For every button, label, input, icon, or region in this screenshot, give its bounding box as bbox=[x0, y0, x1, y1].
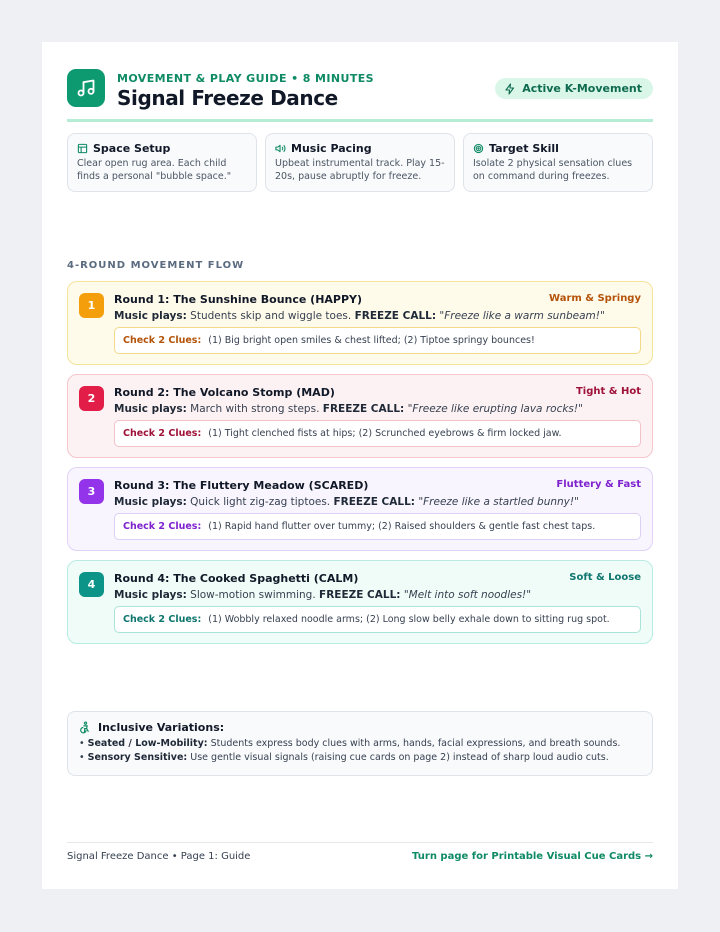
round-instructions bbox=[114, 403, 583, 415]
clue-label: Check 2 Clues: bbox=[123, 428, 202, 439]
round-number-badge: 2 bbox=[79, 386, 104, 411]
music-plays-text: Students skip and wiggle toes. bbox=[190, 310, 352, 322]
info-card-text: Isolate 2 physical sensation clues on command during freezes. bbox=[473, 158, 633, 182]
round-title: Round 4: The Cooked Spaghetti (CALM) bbox=[114, 572, 359, 585]
footer-page-label: Signal Freeze Dance • Page 1: Guide bbox=[67, 851, 251, 862]
music-plays-label: Music plays: bbox=[114, 403, 187, 415]
music-plays-text: Slow-motion swimming. bbox=[190, 589, 316, 601]
music-plays-label: Music plays: bbox=[114, 310, 187, 322]
freeze-call-label: FREEZE CALL: bbox=[354, 310, 437, 322]
info-card-target-skill bbox=[463, 133, 653, 192]
music-plays-text: Quick light zig-zag tiptoes. bbox=[190, 496, 331, 508]
variation-item: • Seated / Low-Mobility: Students express body clues with arms, hands, facial expressions, and breath sounds. bbox=[79, 738, 621, 749]
clue-text: (1) Big bright open smiles & chest lifted; (2) Tiptoe springy bounces! bbox=[208, 335, 535, 346]
round-instructions bbox=[114, 310, 605, 322]
clue-box bbox=[114, 327, 641, 354]
info-card-title: Space Setup bbox=[93, 142, 171, 155]
freeze-call-label: FREEZE CALL: bbox=[333, 496, 415, 508]
round-card bbox=[67, 560, 653, 644]
section-heading: 4-ROUND MOVEMENT FLOW bbox=[67, 260, 245, 271]
info-cards bbox=[67, 133, 653, 192]
freeze-call-text: "Freeze like erupting lava rocks!" bbox=[407, 403, 583, 415]
info-card-music-pacing bbox=[265, 133, 455, 192]
round-title: Round 1: The Sunshine Bounce (HAPPY) bbox=[114, 293, 363, 306]
variation-text: Students express body clues with arms, hands, facial expressions, and breath sounds. bbox=[210, 738, 621, 749]
guide-page bbox=[42, 42, 678, 889]
freeze-call-text: "Freeze like a startled bunny!" bbox=[418, 496, 579, 508]
page-header bbox=[67, 69, 653, 122]
inclusive-variations bbox=[67, 711, 653, 776]
lightning-icon bbox=[504, 83, 516, 95]
round-instructions bbox=[114, 496, 579, 508]
info-card-text: Clear open rug area. Each child finds a personal "bubble space." bbox=[77, 158, 232, 182]
round-card bbox=[67, 281, 653, 365]
round-card bbox=[67, 374, 653, 458]
clue-label: Check 2 Clues: bbox=[123, 521, 202, 532]
layout-icon bbox=[77, 143, 88, 154]
round-number-badge: 1 bbox=[79, 293, 104, 318]
music-plays-text: March with strong steps. bbox=[190, 403, 320, 415]
freeze-call-text: "Freeze like a warm sunbeam!" bbox=[439, 310, 605, 322]
status-badge bbox=[495, 78, 653, 99]
clue-box bbox=[114, 606, 641, 633]
round-tag: Tight & Hot bbox=[575, 386, 641, 397]
variation-label: Sensory Sensitive: bbox=[87, 752, 188, 763]
target-icon bbox=[473, 143, 484, 154]
page-title: Signal Freeze Dance bbox=[117, 86, 338, 110]
variations-title: Inclusive Variations: bbox=[98, 721, 225, 734]
clue-box bbox=[114, 420, 641, 447]
freeze-call-label: FREEZE CALL: bbox=[319, 589, 401, 601]
round-instructions bbox=[114, 589, 531, 601]
clue-text: (1) Tight clenched fists at hips; (2) Scrunched eyebrows & firm locked jaw. bbox=[208, 428, 562, 439]
round-number-badge: 4 bbox=[79, 572, 104, 597]
next-page-link[interactable]: Turn page for Printable Visual Cue Cards → bbox=[412, 851, 653, 862]
round-tag: Soft & Loose bbox=[569, 572, 641, 583]
music-plays-label: Music plays: bbox=[114, 589, 187, 601]
round-title: Round 3: The Fluttery Meadow (SCARED) bbox=[114, 479, 369, 492]
music-plays-label: Music plays: bbox=[114, 496, 187, 508]
clue-text: (1) Rapid hand flutter over tummy; (2) Raised shoulders & gentle fast chest taps. bbox=[208, 521, 596, 532]
round-card bbox=[67, 467, 653, 551]
clue-box bbox=[114, 513, 641, 540]
music-note-icon bbox=[67, 69, 105, 107]
round-title: Round 2: The Volcano Stomp (MAD) bbox=[114, 386, 335, 399]
info-card-title: Music Pacing bbox=[291, 142, 372, 155]
info-card-title: Target Skill bbox=[489, 142, 559, 155]
freeze-call-text: "Melt into soft noodles!" bbox=[403, 589, 532, 601]
speaker-icon bbox=[275, 143, 286, 154]
info-card-space-setup bbox=[67, 133, 257, 192]
clue-text: (1) Wobbly relaxed noodle arms; (2) Long slow belly exhale down to sitting rug spot. bbox=[208, 614, 610, 625]
clue-label: Check 2 Clues: bbox=[123, 335, 202, 346]
info-card-text: Upbeat instrumental track. Play 15-20s, pause abruptly for freeze. bbox=[275, 158, 445, 182]
round-tag: Fluttery & Fast bbox=[556, 479, 641, 490]
variation-label: Seated / Low-Mobility: bbox=[87, 738, 208, 749]
accessibility-icon bbox=[79, 721, 92, 734]
variation-item: • Sensory Sensitive: Use gentle visual signals (raising cue cards on page 2) instead of sharp loud audio cuts. bbox=[79, 752, 609, 763]
variation-text: Use gentle visual signals (raising cue cards on page 2) instead of sharp loud audio cuts. bbox=[190, 752, 609, 763]
clue-label: Check 2 Clues: bbox=[123, 614, 202, 625]
page-footer bbox=[67, 842, 653, 872]
freeze-call-label: FREEZE CALL: bbox=[322, 403, 405, 415]
status-badge-label: Active K-Movement bbox=[522, 82, 642, 95]
round-number-badge: 3 bbox=[79, 479, 104, 504]
guide-eyebrow: MOVEMENT & PLAY GUIDE • 8 MINUTES bbox=[117, 72, 374, 85]
round-tag: Warm & Springy bbox=[549, 293, 641, 304]
